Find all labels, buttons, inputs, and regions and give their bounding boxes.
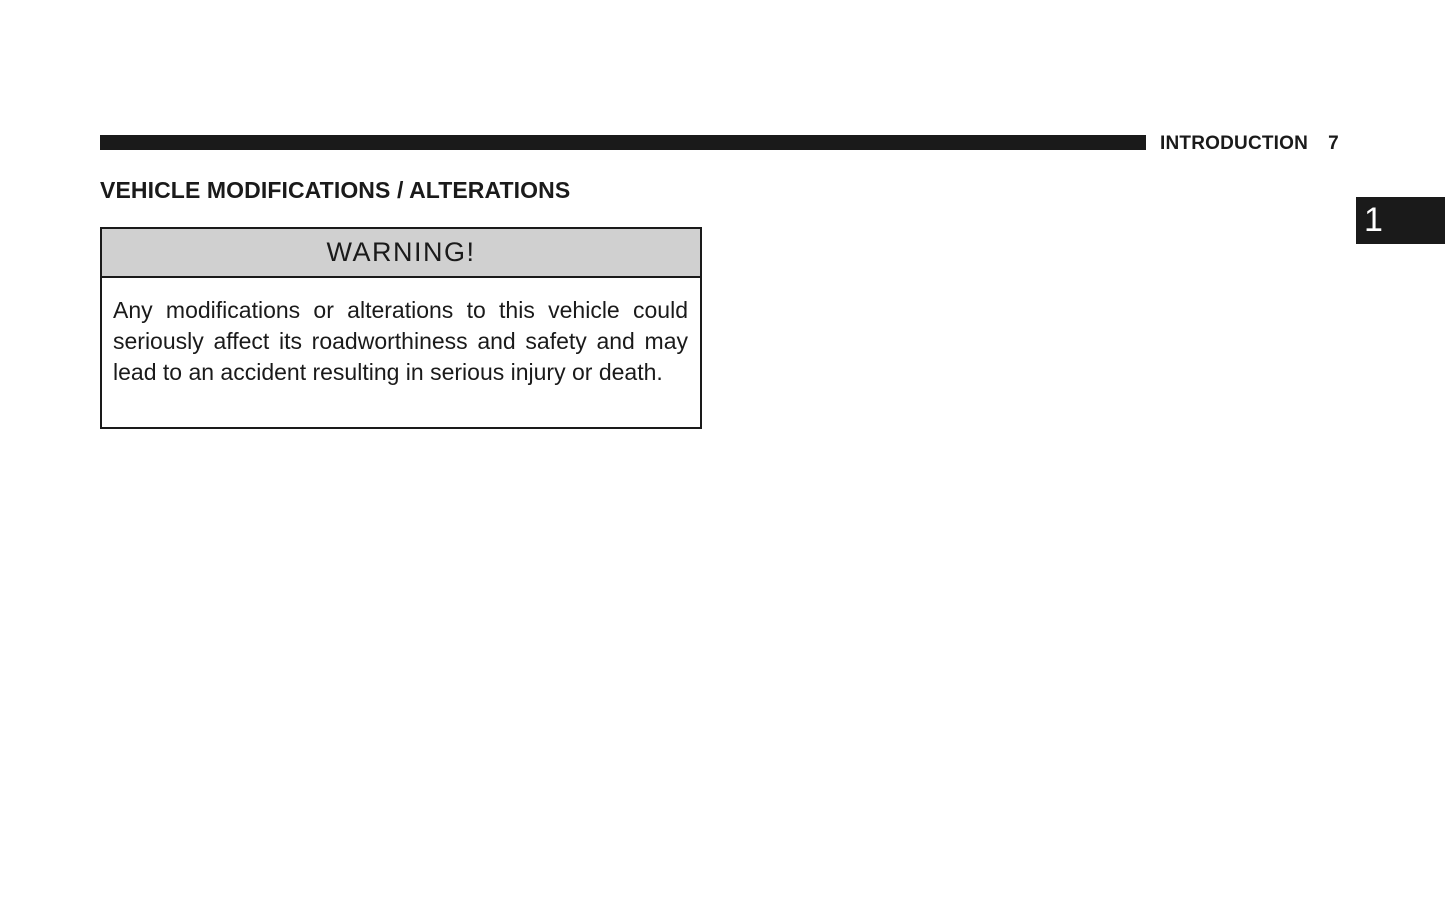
section-name: INTRODUCTION [1160, 133, 1309, 154]
warning-text: Any modifications or alterations to this vehicle could seriously affect its roadworthiness and safety and may lead to an accident resulting in serious injury or death. [113, 297, 688, 385]
chapter-tab: 1 [1356, 197, 1445, 244]
warning-box [100, 227, 702, 429]
page-number: 7 [1328, 133, 1339, 154]
warning-heading: WARNING! [102, 229, 700, 278]
section-title: VEHICLE MODIFICATIONS / ALTERATIONS [100, 177, 571, 203]
running-head [1160, 132, 1339, 156]
header-rule [100, 135, 1146, 150]
